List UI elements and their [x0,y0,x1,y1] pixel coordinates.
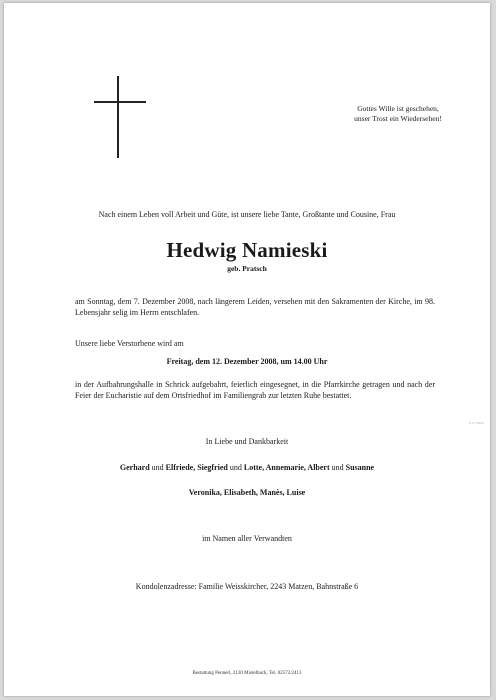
death-notice: am Sonntag, dem 7. Dezember 2008, nach längerem Leiden, versehen mit den Sakramenten der Kirche, im 98. Lebensjahr selig im Herrn entschlafen. [75,297,435,317]
family-name-2: Elfriede, Siegfried [165,463,228,472]
motto [318,104,478,124]
birth-name: geb. Pratsch [227,264,267,273]
motto-line-2: unser Trost ein Wiedersehen! [354,114,442,123]
motto-line-1: Gottes Wille ist geschehen, [357,104,439,113]
family-and-3: und [331,463,344,472]
funeral-lead: Unsere liebe Verstorbene wird am [75,339,184,348]
undertaker-line: Bestattung Pennerl, 2130 Mistelbach, Tel. 02572/2413 [192,671,302,676]
family-line-2 [4,487,490,498]
family-line-1 [4,462,490,473]
condolence-address: Kondolenzadresse: Familie Weisskircher, 2243 Matzen, Bahnstraße 6 [135,582,359,591]
thanks-line: In Liebe und Dankbarkeit [205,437,289,446]
document-code: 0 07 59/02 [469,421,484,425]
family-and-1: und [151,463,164,472]
family-name-3: Lotte, Annemarie, Albert [243,463,330,472]
relatives-line: im Namen aller Verwandten [202,534,292,543]
obituary-sheet [4,3,490,696]
intro-text: Nach einem Leben voll Arbeit und Güte, ist unsere liebe Tante, Großtante und Cousine, Frau [98,210,396,219]
funeral-text: in der Aufbahrungshalle in Schrick aufgebahrt, feierlich eingesegnet, in die Pfarrkirche getragen und nach der Feier der Eucharistie auf dem Ortsfriedhof im Familiengrab zur letzten Ruhe bestattet. [75,380,435,400]
family-and-2: und [229,463,242,472]
deceased-name: Hedwig Namieski [166,238,328,262]
funeral-date: Freitag, dem 12. Dezember 2008, um 14.00 Uhr [166,357,328,366]
family-name-1: Gerhard [119,463,150,472]
family-names-grandchildren: Veronika, Elisabeth, Manès, Luise [188,488,306,497]
cross-icon-horizontal [94,101,146,103]
cross-icon-vertical [117,76,119,158]
family-name-4: Susanne [345,463,375,472]
